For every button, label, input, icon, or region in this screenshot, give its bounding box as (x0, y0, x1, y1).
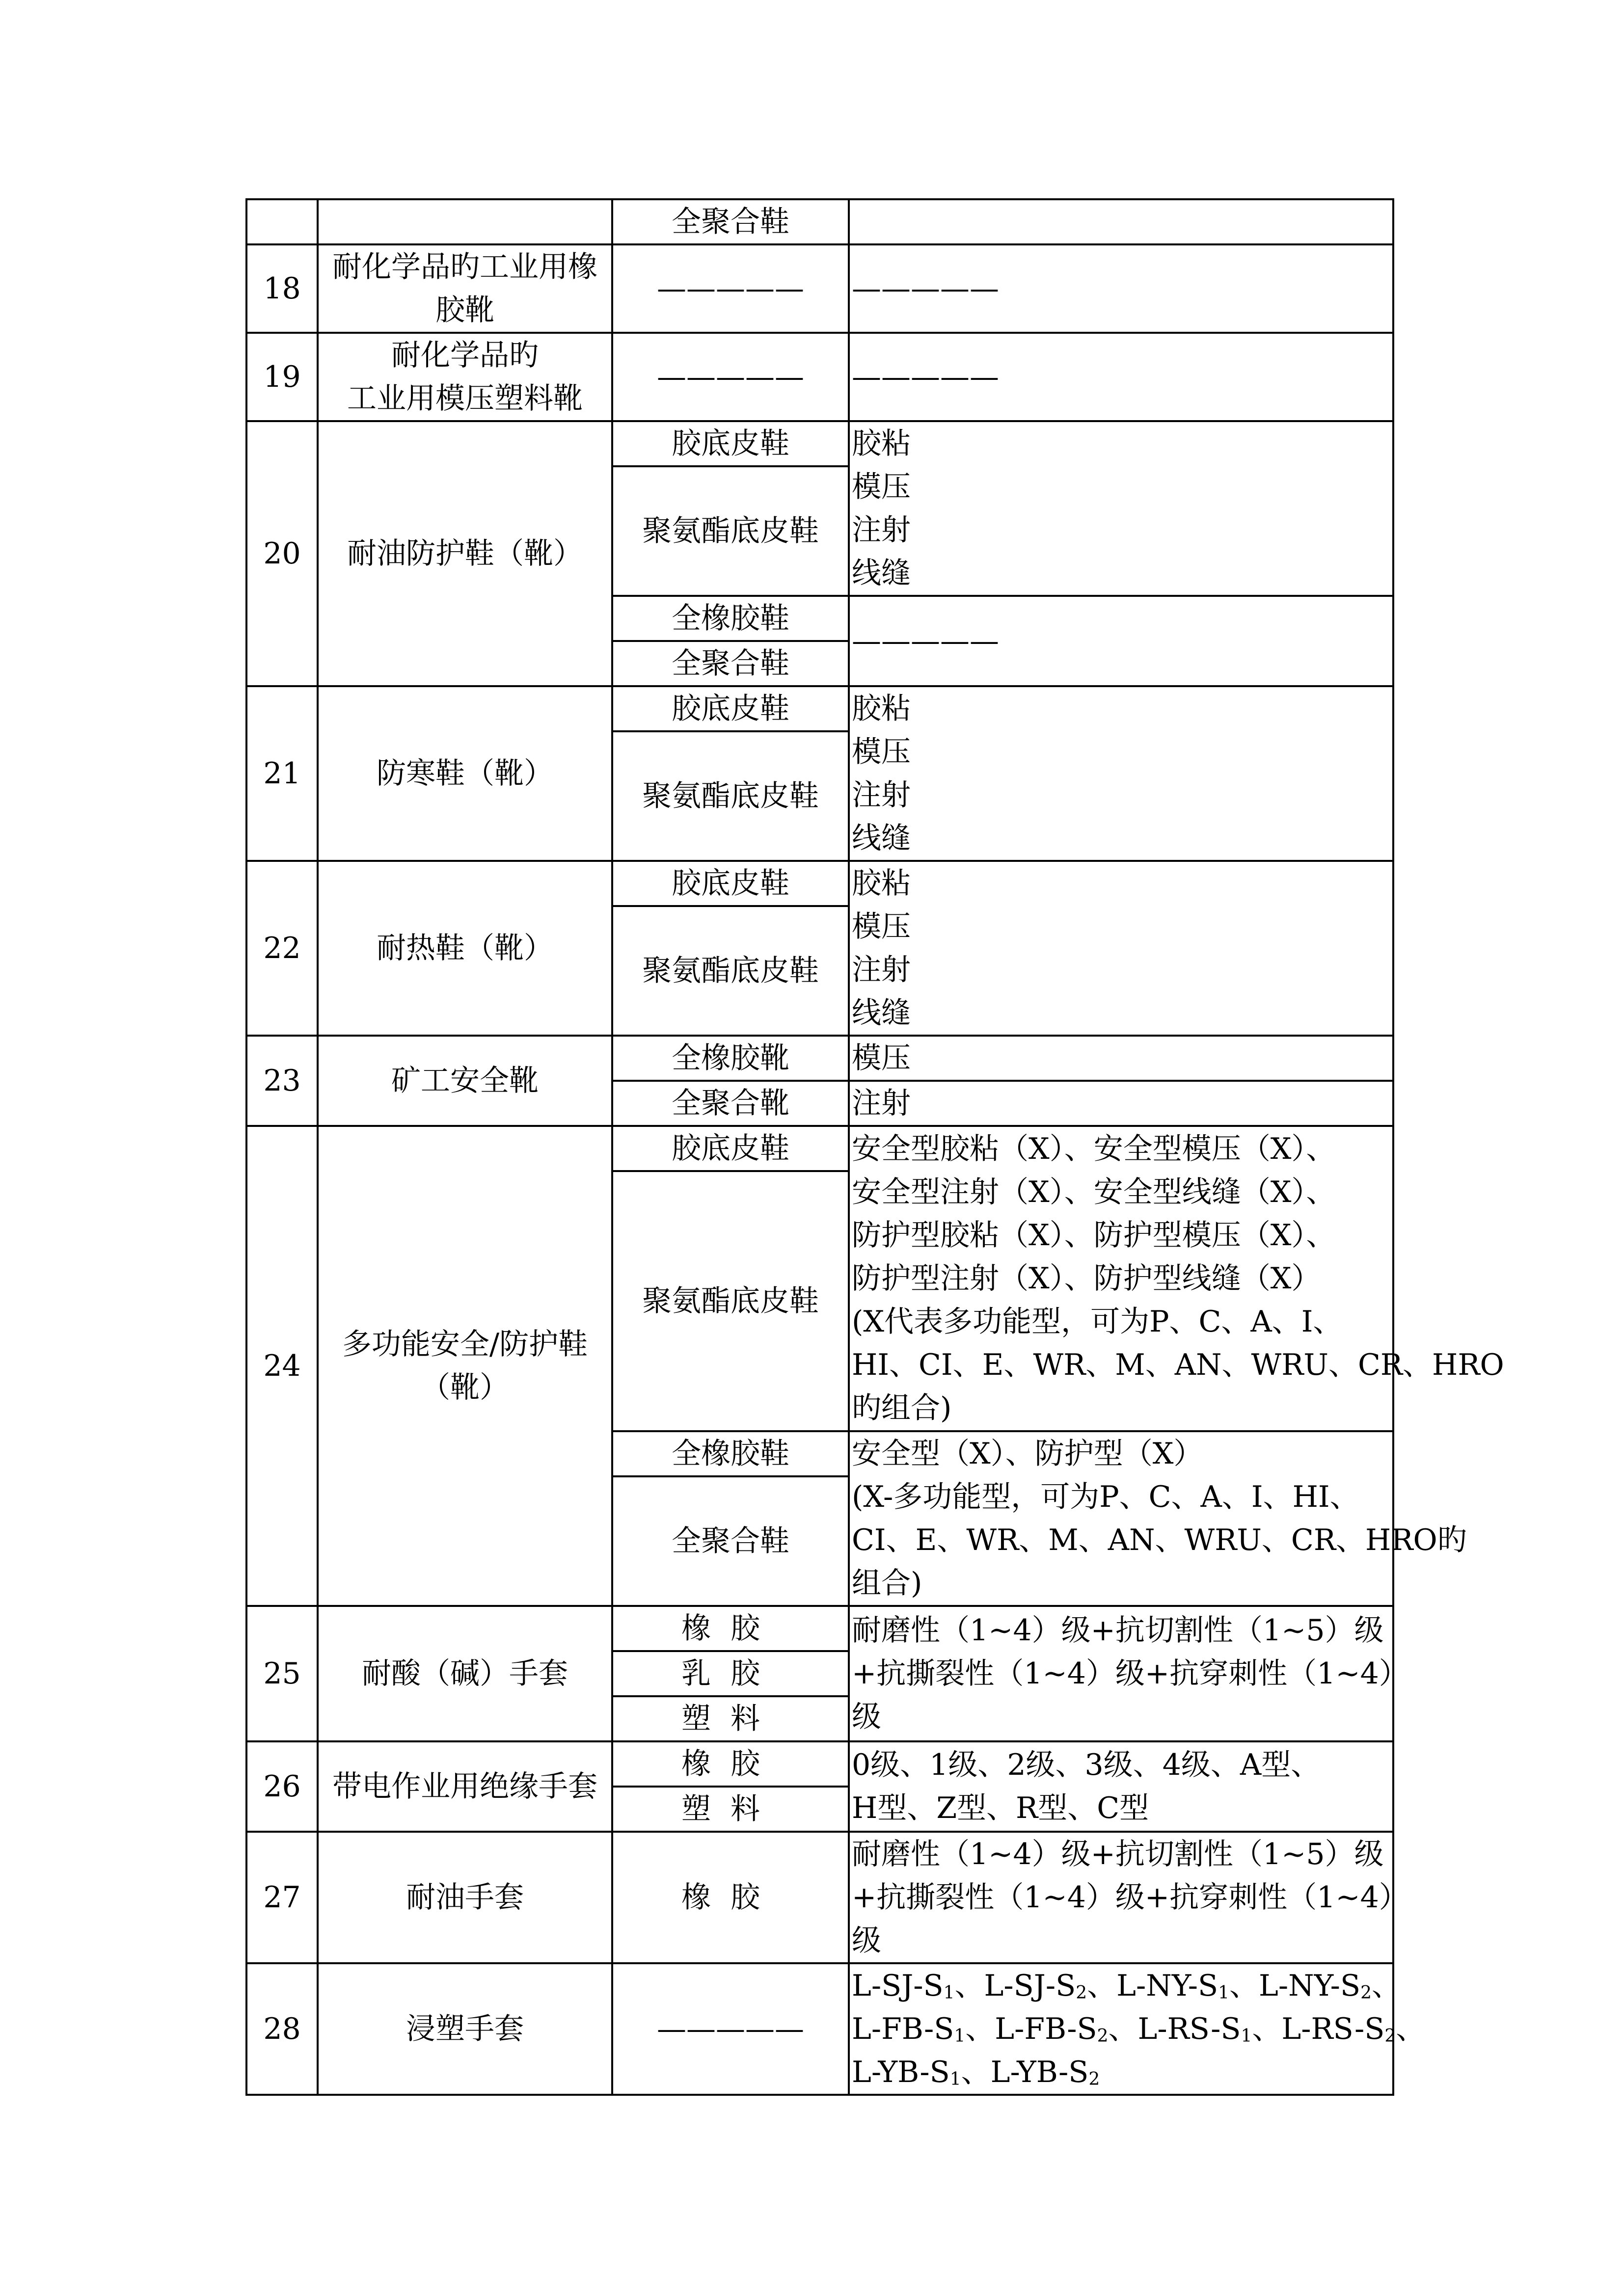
product-name-line: 工业用模压塑料靴 (347, 381, 583, 416)
row-number: 26 (246, 1741, 318, 1832)
process-line: 安全型注射（X）、安全型线缝（X）、 (852, 1175, 1336, 1209)
process-line: 胶粘 (852, 866, 911, 901)
table-row (246, 1832, 1393, 1963)
process-line: 线缝 (852, 821, 911, 855)
table-row (246, 1963, 1393, 2095)
process-line: HI、CI、E、WR、M、AN、WRU、CR、HRO (852, 1348, 1504, 1382)
row-number (246, 199, 318, 244)
process-cell (849, 1963, 1426, 2095)
protective-equipment-table (245, 198, 1504, 2096)
process-cell (849, 686, 1393, 861)
process-line: 旳组合) (852, 1391, 952, 1425)
product-name: 耐油防护鞋（靴） (318, 421, 612, 686)
process-cell: ————— (849, 244, 1393, 333)
material-type: ————— (612, 1963, 849, 2095)
row-number: 19 (246, 333, 318, 421)
row-number: 25 (246, 1606, 318, 1741)
process-cell: 注射 (849, 1081, 1393, 1126)
process-line: 注射 (852, 778, 911, 812)
material-type: ————— (612, 333, 849, 421)
material-type: 聚氨酯底皮鞋 (612, 731, 849, 861)
material-type: 塑料 (612, 1787, 849, 1832)
product-name (318, 1126, 612, 1606)
process-line: 胶粘 (852, 692, 911, 726)
process-line: +抗撕裂性（1~4）级+抗穿刺性（1~4） (852, 1656, 1408, 1691)
row-number: 20 (246, 421, 318, 686)
process-line: CI、E、WR、M、AN、WRU、CR、HRO旳 (852, 1523, 1467, 1557)
row-number: 18 (246, 244, 318, 333)
table-row (246, 686, 1393, 731)
material-type: 塑料 (612, 1696, 849, 1741)
product-name-line: 多功能安全/防护鞋 (342, 1327, 588, 1362)
process-line: 安全型（X）、防护型（X） (852, 1437, 1203, 1471)
row-number: 24 (246, 1126, 318, 1606)
material-type: 橡胶 (612, 1606, 849, 1651)
material-type: 全橡胶鞋 (612, 1431, 849, 1476)
material-type: 橡胶 (612, 1832, 849, 1963)
process-line: 级 (852, 1700, 881, 1734)
process-cell: ————— (849, 596, 1393, 686)
material-type: 胶底皮鞋 (612, 686, 849, 731)
process-cell (849, 1606, 1408, 1741)
material-type: 胶底皮鞋 (612, 421, 849, 466)
material-type: 聚氨酯底皮鞋 (612, 1171, 849, 1431)
process-line: 注射 (852, 513, 911, 547)
material-type: 橡胶 (612, 1741, 849, 1787)
material-type: 全聚合靴 (612, 1081, 849, 1126)
product-name (318, 199, 612, 244)
material-type: 胶底皮鞋 (612, 861, 849, 906)
process-cell (849, 1126, 1504, 1431)
product-name: 矿工安全靴 (318, 1036, 612, 1126)
material-type: 胶底皮鞋 (612, 1126, 849, 1171)
table-row (246, 244, 1393, 333)
process-line: 防护型胶粘（X）、防护型模压（X）、 (852, 1218, 1336, 1253)
row-number: 27 (246, 1832, 318, 1963)
material-type: 聚氨酯底皮鞋 (612, 906, 849, 1036)
table-row (246, 199, 1393, 244)
material-type: 乳胶 (612, 1651, 849, 1696)
product-name (318, 333, 612, 421)
process-line: 胶粘 (852, 427, 911, 461)
process-line: $L-FB-S_1$、$L-FB-S_2$、$L-RS-S_1$、$L-RS-S_2$、 (852, 2012, 1426, 2046)
process-cell: ————— (849, 333, 1393, 421)
product-name-line: （靴） (421, 1370, 509, 1405)
row-number: 22 (246, 861, 318, 1036)
process-line: $L-SJ-S_1$、$L-SJ-S_2$、$L-NY-S_1$、$L-NY-S_2$、 (852, 1969, 1401, 2003)
table-row (246, 333, 1393, 421)
table-row (246, 861, 1393, 906)
process-line: 组合) (852, 1566, 922, 1601)
process-cell (849, 199, 1393, 244)
product-name: 带电作业用绝缘手套 (318, 1741, 612, 1832)
table-row (246, 1741, 1393, 1787)
table-row (246, 421, 1393, 466)
process-line: 模压 (852, 909, 911, 944)
process-line: 级 (852, 1923, 881, 1958)
process-line: 注射 (852, 953, 911, 987)
process-cell (849, 421, 1393, 596)
material-type: 全橡胶鞋 (612, 596, 849, 641)
material-type: 全橡胶靴 (612, 1036, 849, 1081)
row-number: 23 (246, 1036, 318, 1126)
product-name: 防寒鞋（靴） (318, 686, 612, 861)
process-line: 模压 (852, 735, 911, 769)
process-line: +抗撕裂性（1~4）级+抗穿刺性（1~4） (852, 1880, 1408, 1915)
material-type: 全聚合鞋 (612, 641, 849, 686)
process-line: 防护型注射（X）、防护型线缝（X） (852, 1261, 1321, 1296)
process-line: 安全型胶粘（X）、安全型模压（X）、 (852, 1132, 1336, 1166)
process-line: 耐磨性（1~4）级+抗切割性（1~5）级 (852, 1837, 1384, 1871)
process-cell (849, 1832, 1408, 1963)
process-line: 线缝 (852, 556, 911, 590)
process-line: 线缝 (852, 996, 911, 1030)
table-row (246, 1036, 1393, 1081)
table-row (246, 1126, 1393, 1171)
process-line: (X-多功能型，可为P、C、A、I、HI、 (852, 1480, 1359, 1514)
product-name: 耐酸（碱）手套 (318, 1606, 612, 1741)
product-name: 耐热鞋（靴） (318, 861, 612, 1036)
process-line: 0级、1级、2级、3级、4级、A型、 (852, 1748, 1321, 1782)
process-line: 模压 (852, 470, 911, 504)
product-name-line: 耐化学品旳 (391, 338, 539, 373)
row-number: 28 (246, 1963, 318, 2095)
product-name: 耐化学品旳工业用橡胶靴 (318, 244, 612, 333)
product-name: 耐油手套 (318, 1832, 612, 1963)
process-cell: 模压 (849, 1036, 1393, 1081)
material-type: 全聚合鞋 (612, 199, 849, 244)
material-type: 全聚合鞋 (612, 1476, 849, 1606)
process-line: $L-YB-S_1$、$L-YB-S_2$ (852, 2055, 1100, 2089)
material-type: ————— (612, 244, 849, 333)
process-cell (849, 861, 1393, 1036)
process-line: H型、Z型、R型、C型 (852, 1791, 1149, 1825)
material-type: 聚氨酯底皮鞋 (612, 466, 849, 596)
process-line: 耐磨性（1~4）级+抗切割性（1~5）级 (852, 1613, 1384, 1648)
row-number: 21 (246, 686, 318, 861)
table-row (246, 1606, 1393, 1651)
process-cell (849, 1431, 1467, 1606)
product-name: 浸塑手套 (318, 1963, 612, 2095)
process-line: (X代表多功能型，可为P、C、A、I、 (852, 1305, 1343, 1339)
process-cell (849, 1741, 1393, 1832)
